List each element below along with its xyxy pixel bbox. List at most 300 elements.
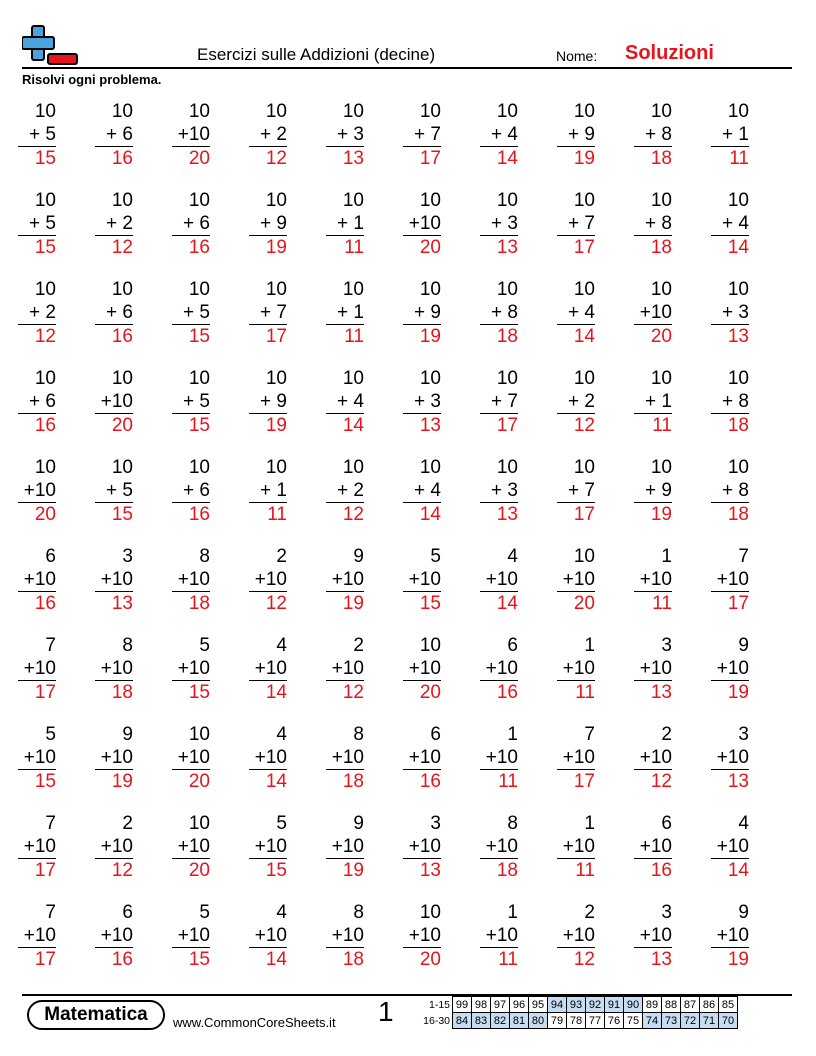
problem-top-number: 10	[496, 279, 518, 300]
problem	[403, 367, 441, 437]
problem-answer: 16	[111, 949, 133, 970]
problem-answer: 11	[267, 504, 287, 525]
problem	[18, 278, 56, 348]
problem-answer: 14	[573, 326, 595, 347]
problem-top-number: 10	[727, 457, 749, 478]
score-cell: 80	[529, 1013, 548, 1029]
problem	[403, 723, 441, 793]
score-cell: 98	[472, 997, 491, 1013]
problem-answer: 16	[34, 415, 56, 436]
problem	[557, 189, 595, 259]
problem-addend: +10	[172, 568, 210, 592]
problem-addend: +10	[249, 924, 287, 948]
problem-answer: 19	[265, 237, 287, 258]
problem	[634, 367, 672, 437]
problem-addend: + 8	[711, 390, 749, 414]
problem-top-number: 9	[122, 724, 133, 745]
problem-addend: +10	[249, 746, 287, 770]
problem	[634, 812, 672, 882]
problem-addend: + 4	[326, 390, 364, 414]
problem-answer: 16	[111, 326, 133, 347]
problem	[557, 812, 595, 882]
problem-answer: 11	[575, 682, 595, 703]
problem-top-number: 4	[276, 902, 287, 923]
problem-addend: + 3	[711, 301, 749, 325]
problem	[403, 634, 441, 704]
problem-addend: +10	[18, 568, 56, 592]
problem-answer: 17	[34, 860, 56, 881]
problem-answer: 13	[727, 326, 749, 347]
problem-answer: 19	[342, 860, 364, 881]
problem-addend: +10	[95, 835, 133, 859]
problem	[172, 100, 210, 170]
problem-top-number: 6	[661, 813, 672, 834]
problem	[403, 812, 441, 882]
problem-addend: + 5	[172, 390, 210, 414]
problem-addend: + 1	[711, 123, 749, 147]
problem	[95, 634, 133, 704]
problem-addend: +10	[480, 924, 518, 948]
problem-answer: 16	[496, 682, 518, 703]
problem-top-number: 10	[419, 368, 441, 389]
problem-top-number: 9	[353, 546, 364, 567]
problem-answer: 12	[111, 237, 133, 258]
problem	[711, 634, 749, 704]
problem-top-number: 10	[342, 457, 364, 478]
problem-answer: 17	[573, 771, 595, 792]
problem-addend: + 7	[557, 479, 595, 503]
problem-answer: 18	[650, 237, 672, 258]
problem-answer: 16	[650, 860, 672, 881]
problem-answer: 17	[727, 593, 749, 614]
problem-top-number: 5	[276, 813, 287, 834]
problem-answer: 11	[498, 949, 518, 970]
problem-addend: + 9	[634, 479, 672, 503]
problem-top-number: 7	[738, 546, 749, 567]
problem	[557, 634, 595, 704]
problem-top-number: 10	[265, 190, 287, 211]
problem-top-number: 10	[573, 101, 595, 122]
problem-top-number: 10	[650, 190, 672, 211]
problem-top-number: 10	[342, 368, 364, 389]
problem	[172, 812, 210, 882]
problem	[711, 189, 749, 259]
problem	[480, 545, 518, 615]
problem-top-number: 3	[430, 813, 441, 834]
problem-answer: 12	[34, 326, 56, 347]
problem	[480, 189, 518, 259]
problem-addend: +10	[711, 657, 749, 681]
score-cell: 90	[624, 997, 643, 1013]
problem-top-number: 4	[738, 813, 749, 834]
problem-addend: +10	[18, 657, 56, 681]
problem-top-number: 10	[496, 457, 518, 478]
problem-addend: +10	[557, 835, 595, 859]
problem-addend: +10	[557, 924, 595, 948]
problem-answer: 17	[496, 415, 518, 436]
problem-answer: 14	[727, 860, 749, 881]
problem	[480, 278, 518, 348]
problem	[249, 634, 287, 704]
problem-addend: + 5	[95, 479, 133, 503]
score-cell: 75	[624, 1013, 643, 1029]
problem-top-number: 10	[727, 368, 749, 389]
problem	[403, 189, 441, 259]
problem	[557, 278, 595, 348]
problem-answer: 14	[727, 237, 749, 258]
problem-addend: +10	[634, 657, 672, 681]
problem	[480, 367, 518, 437]
problem-addend: +10	[403, 657, 441, 681]
problem-top-number: 1	[584, 635, 595, 656]
problem-top-number: 1	[661, 546, 672, 567]
problem	[326, 812, 364, 882]
problem-top-number: 10	[34, 368, 56, 389]
problem-top-number: 8	[122, 635, 133, 656]
problem-addend: +10	[480, 568, 518, 592]
problem-top-number: 10	[650, 457, 672, 478]
problem-top-number: 8	[353, 724, 364, 745]
problem	[403, 100, 441, 170]
problem-top-number: 8	[353, 902, 364, 923]
problem-top-number: 4	[507, 546, 518, 567]
problem-addend: +10	[634, 924, 672, 948]
name-label: Nome:	[556, 48, 598, 64]
problem	[95, 723, 133, 793]
problem-answer: 14	[342, 415, 364, 436]
problem-top-number: 3	[122, 546, 133, 567]
problem-top-number: 1	[507, 724, 518, 745]
problem-answer: 12	[342, 682, 364, 703]
score-cell: 88	[662, 997, 681, 1013]
problem-top-number: 10	[573, 546, 595, 567]
problem-addend: + 3	[480, 479, 518, 503]
problem	[557, 901, 595, 971]
problem-addend: +10	[711, 835, 749, 859]
problem	[172, 545, 210, 615]
score-cell: 82	[491, 1013, 510, 1029]
problem-addend: +10	[249, 568, 287, 592]
problem-top-number: 10	[573, 279, 595, 300]
score-cell: 71	[700, 1013, 719, 1029]
score-cell: 74	[643, 1013, 662, 1029]
problem-answer: 18	[727, 415, 749, 436]
problem-answer: 16	[188, 504, 210, 525]
problem	[172, 723, 210, 793]
problem-top-number: 10	[34, 457, 56, 478]
score-cell: 93	[567, 997, 586, 1013]
problem-addend: + 1	[326, 212, 364, 236]
score-row-label: 16-30	[423, 1014, 450, 1027]
problem-top-number: 4	[276, 635, 287, 656]
problem-addend: + 8	[480, 301, 518, 325]
problem-top-number: 10	[188, 279, 210, 300]
problem-addend: + 9	[557, 123, 595, 147]
problem-top-number: 10	[34, 279, 56, 300]
problem-answer: 11	[729, 148, 749, 169]
score-cell: 94	[548, 997, 567, 1013]
problem-top-number: 2	[584, 902, 595, 923]
score-table	[416, 996, 738, 1029]
problem-top-number: 10	[111, 279, 133, 300]
score-cell: 89	[643, 997, 662, 1013]
problem	[18, 634, 56, 704]
score-cell: 85	[719, 997, 738, 1013]
problem	[634, 634, 672, 704]
problem	[95, 812, 133, 882]
problem-answer: 14	[419, 504, 441, 525]
problem-answer: 19	[573, 148, 595, 169]
problem-top-number: 5	[199, 902, 210, 923]
problem-top-number: 10	[650, 368, 672, 389]
problem-addend: +10	[711, 568, 749, 592]
problem-answer: 13	[419, 860, 441, 881]
score-row	[416, 1013, 738, 1029]
score-cell: 73	[662, 1013, 681, 1029]
problem-top-number: 10	[419, 190, 441, 211]
problem-answer: 19	[419, 326, 441, 347]
problem-top-number: 10	[111, 101, 133, 122]
problem-answer: 13	[496, 504, 518, 525]
problem	[18, 545, 56, 615]
problem	[326, 189, 364, 259]
score-cell: 70	[719, 1013, 738, 1029]
problem-answer: 12	[650, 771, 672, 792]
problem-addend: +10	[326, 568, 364, 592]
problem-top-number: 10	[188, 368, 210, 389]
problem-top-number: 7	[45, 902, 56, 923]
problem	[326, 100, 364, 170]
problem-answer: 20	[111, 415, 133, 436]
problem-top-number: 8	[199, 546, 210, 567]
problem-answer: 14	[265, 771, 287, 792]
problem-top-number: 10	[265, 368, 287, 389]
problem-answer: 11	[498, 771, 518, 792]
problem-top-number: 4	[276, 724, 287, 745]
problem-top-number: 10	[342, 101, 364, 122]
problem-addend: +10	[95, 746, 133, 770]
problem	[172, 367, 210, 437]
problem	[18, 812, 56, 882]
problem	[711, 812, 749, 882]
problem-answer: 12	[342, 504, 364, 525]
score-cell: 92	[586, 997, 605, 1013]
problem	[95, 456, 133, 526]
score-cell: 86	[700, 997, 719, 1013]
problem	[249, 812, 287, 882]
problem-top-number: 9	[738, 635, 749, 656]
page-number: 1	[378, 996, 394, 1027]
problem-addend: +10	[326, 746, 364, 770]
problem	[480, 634, 518, 704]
problem-top-number: 10	[573, 368, 595, 389]
problem-addend: +10	[18, 924, 56, 948]
problem	[249, 189, 287, 259]
problem-top-number: 5	[430, 546, 441, 567]
problem	[95, 100, 133, 170]
problem-addend: +10	[480, 657, 518, 681]
problem-top-number: 10	[496, 190, 518, 211]
problem-addend: +10	[557, 746, 595, 770]
problem-top-number: 6	[45, 546, 56, 567]
problem-top-number: 10	[496, 368, 518, 389]
problem-answer: 14	[265, 949, 287, 970]
problem-addend: +10	[172, 657, 210, 681]
score-row	[416, 997, 738, 1013]
problem-top-number: 10	[419, 279, 441, 300]
problem-answer: 15	[419, 593, 441, 614]
problem	[95, 901, 133, 971]
problem	[249, 278, 287, 348]
problem-addend: +10	[557, 657, 595, 681]
problem-top-number: 10	[34, 101, 56, 122]
problem-top-number: 7	[45, 635, 56, 656]
problem-top-number: 8	[507, 813, 518, 834]
problem-addend: + 2	[18, 301, 56, 325]
problem-top-number: 6	[122, 902, 133, 923]
problem	[172, 901, 210, 971]
problem	[95, 545, 133, 615]
problem-top-number: 1	[507, 902, 518, 923]
problem-answer: 13	[111, 593, 133, 614]
problem-answer: 15	[111, 504, 133, 525]
problem-answer: 18	[342, 949, 364, 970]
problem-answer: 18	[650, 148, 672, 169]
problem-answer: 15	[188, 682, 210, 703]
problem-answer: 17	[34, 682, 56, 703]
problem-answer: 19	[111, 771, 133, 792]
problem-addend: + 1	[249, 479, 287, 503]
problem-addend: + 5	[18, 212, 56, 236]
problem-answer: 20	[188, 860, 210, 881]
problem-answer: 14	[496, 148, 518, 169]
problem-addend: + 6	[18, 390, 56, 414]
problem-addend: +10	[480, 746, 518, 770]
problem-answer: 18	[496, 860, 518, 881]
problem-addend: +10	[172, 123, 210, 147]
problem-top-number: 10	[188, 813, 210, 834]
problem-top-number: 10	[419, 635, 441, 656]
problem-answer: 11	[344, 326, 364, 347]
problem-answer: 13	[342, 148, 364, 169]
problem-addend: +10	[95, 924, 133, 948]
instructions: Risolvi ogni problema.	[22, 72, 162, 87]
problem	[403, 901, 441, 971]
problem-addend: + 7	[480, 390, 518, 414]
problem-answer: 20	[573, 593, 595, 614]
problem-top-number: 5	[45, 724, 56, 745]
problem	[326, 901, 364, 971]
problem-answer: 13	[650, 949, 672, 970]
problem-top-number: 10	[188, 724, 210, 745]
problem	[634, 456, 672, 526]
problem-answer: 12	[265, 593, 287, 614]
problem-top-number: 3	[661, 635, 672, 656]
problem-top-number: 9	[738, 902, 749, 923]
problem-addend: + 6	[172, 212, 210, 236]
score-cell: 95	[529, 997, 548, 1013]
problem-addend: + 2	[557, 390, 595, 414]
problem	[95, 367, 133, 437]
problem-addend: +10	[95, 390, 133, 414]
problem-top-number: 10	[342, 279, 364, 300]
problem	[557, 100, 595, 170]
problem	[403, 456, 441, 526]
problem-answer: 13	[650, 682, 672, 703]
problem	[557, 723, 595, 793]
problem-addend: + 3	[403, 390, 441, 414]
problem-addend: +10	[18, 746, 56, 770]
problem-answer: 15	[188, 949, 210, 970]
problem-top-number: 10	[496, 101, 518, 122]
problem-answer: 19	[727, 949, 749, 970]
score-cell: 84	[453, 1013, 472, 1029]
score-cell: 97	[491, 997, 510, 1013]
problem-answer: 11	[344, 237, 364, 258]
problem-addend: +10	[18, 479, 56, 503]
problem	[326, 634, 364, 704]
problem-addend: +10	[172, 835, 210, 859]
problem-addend: +10	[403, 746, 441, 770]
problem	[711, 278, 749, 348]
problem-top-number: 7	[45, 813, 56, 834]
problem	[172, 189, 210, 259]
problem	[480, 723, 518, 793]
problem	[249, 545, 287, 615]
problem-addend: +10	[326, 657, 364, 681]
problem	[172, 456, 210, 526]
problem	[634, 723, 672, 793]
problem-addend: +10	[172, 746, 210, 770]
problem-top-number: 7	[584, 724, 595, 745]
problem-answer: 14	[496, 593, 518, 614]
problem-top-number: 6	[507, 635, 518, 656]
problem	[711, 901, 749, 971]
problem	[18, 901, 56, 971]
problem	[480, 901, 518, 971]
problem-answer: 18	[111, 682, 133, 703]
problem-top-number: 10	[265, 279, 287, 300]
problem-addend: + 5	[172, 301, 210, 325]
problem-addend: +10	[403, 924, 441, 948]
problem	[557, 545, 595, 615]
problem-top-number: 10	[727, 279, 749, 300]
problem-addend: + 8	[711, 479, 749, 503]
problem	[634, 189, 672, 259]
problem-top-number: 10	[188, 190, 210, 211]
problem-addend: +10	[557, 568, 595, 592]
problem-answer: 11	[652, 593, 672, 614]
worksheet-title: Esercizi sulle Addizioni (decine)	[197, 45, 436, 64]
problem	[249, 723, 287, 793]
problem-top-number: 10	[419, 457, 441, 478]
problem-top-number: 2	[122, 813, 133, 834]
problem	[249, 901, 287, 971]
problem	[18, 367, 56, 437]
problem	[480, 100, 518, 170]
score-cell: 91	[605, 997, 624, 1013]
problem	[711, 723, 749, 793]
problem-top-number: 3	[738, 724, 749, 745]
problem-top-number: 10	[573, 457, 595, 478]
score-row-label: 1-15	[428, 998, 450, 1011]
problem	[326, 456, 364, 526]
problem-answer: 20	[34, 504, 56, 525]
problem	[18, 723, 56, 793]
problem	[634, 901, 672, 971]
problem-addend: +10	[249, 835, 287, 859]
problem-addend: +10	[18, 835, 56, 859]
